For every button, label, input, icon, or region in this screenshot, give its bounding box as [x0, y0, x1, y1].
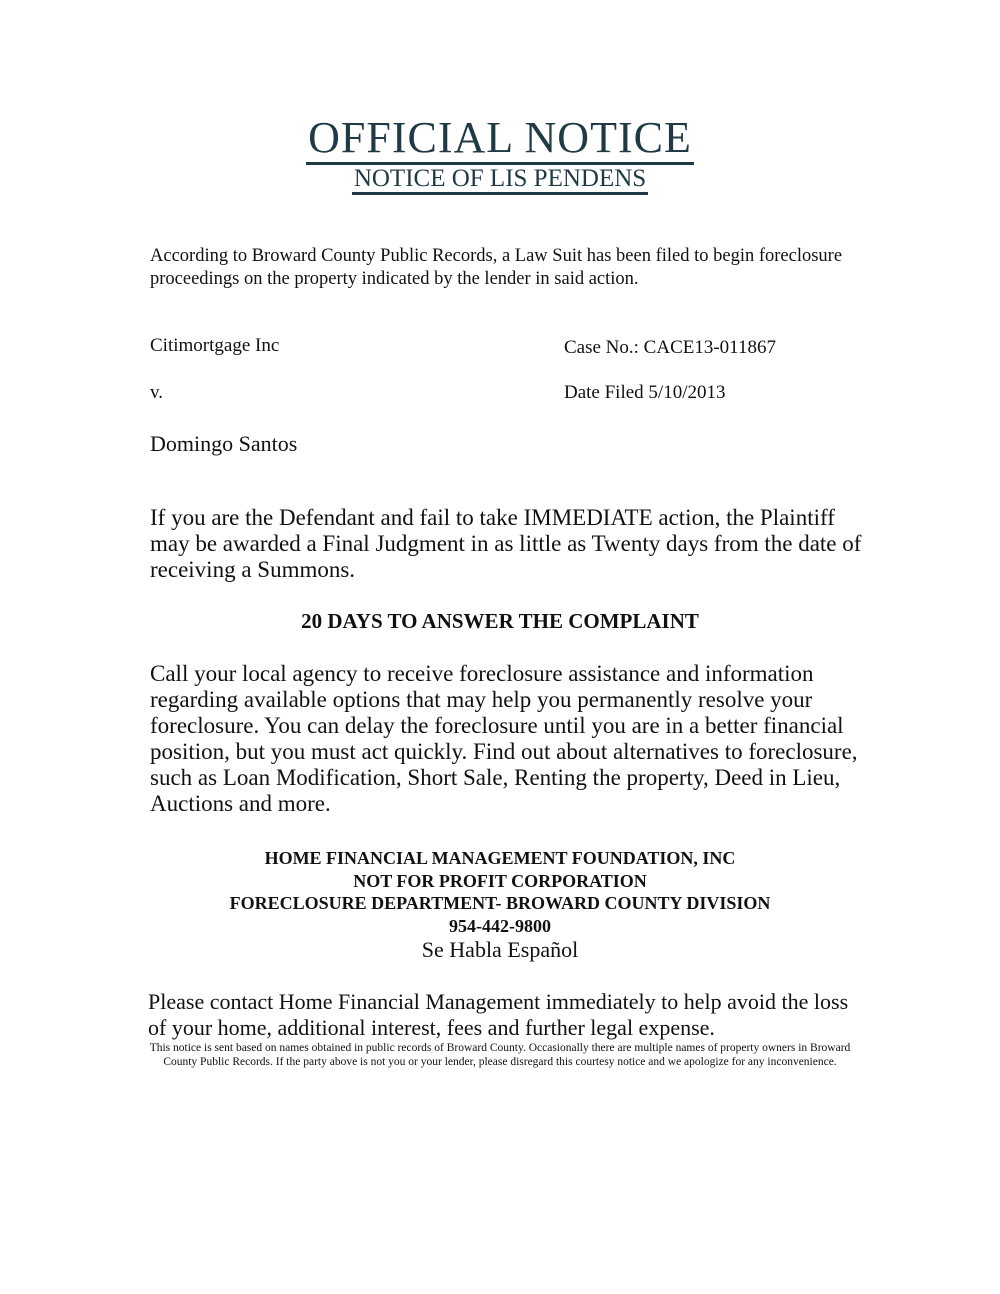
org-type: NOT FOR PROFIT CORPORATION — [353, 870, 647, 891]
intro-paragraph: According to Broward County Public Records, a Law Suit has been filed to begin foreclosure proceedings on the property indicated by the lender in said action. — [150, 246, 843, 289]
notice-subtitle — [0, 164, 1000, 194]
org-name: HOME FINANCIAL MANAGEMENT FOUNDATION, INC — [264, 848, 736, 868]
notice-subtitle-text: NOTICE OF LIS PENDENS — [352, 165, 648, 195]
disclaimer-text: This notice is sent based on names obtained in public records of Broward County. Occasionally there are multiple names of property owners in Broward County Public Records. If the party above is not you or your lender, please disregard this courtesy notice and we apologize for any inconvenience. — [149, 1042, 851, 1068]
plaintiff-name: Citimortgage Inc — [150, 335, 280, 356]
contact-paragraph: Please contact Home Financial Management immediately to help avoid the loss of your home, additional interest, fees and further legal expense. — [148, 989, 849, 1040]
date-filed: Date Filed 5/10/2013 — [564, 382, 726, 403]
org-language: Se Habla Español — [421, 937, 579, 962]
body-paragraph: Call your local agency to receive foreclosure assistance and information regarding available options that may help you permanently resolve your foreclosure. You can delay the foreclosure until you are in a better financial position, but you must act quickly. Find out about alternatives to foreclosure, such as Loan Modification, Short Sale, Renting the property, Deed in Lieu, Auctions and more. — [150, 661, 858, 816]
notice-title-text: OFFICIAL NOTICE — [306, 113, 694, 165]
defendant-name: Domingo Santos — [150, 431, 298, 456]
organization-block — [0, 847, 1000, 963]
case-number: Case No.: CACE13-011867 — [564, 337, 776, 358]
org-department: FORECLOSURE DEPARTMENT- BROWARD COUNTY DIVISION — [229, 893, 771, 913]
deadline-heading: 20 DAYS TO ANSWER THE COMPLAINT — [301, 609, 699, 633]
warning-paragraph: If you are the Defendant and fail to take IMMEDIATE action, the Plaintiff may be awarded a Final Judgment in as little as Twenty days from the date of receiving a Summons. — [150, 505, 862, 582]
notice-title — [0, 112, 1000, 163]
org-phone: 954-442-9800 — [449, 915, 551, 936]
versus-label: v. — [150, 382, 164, 403]
